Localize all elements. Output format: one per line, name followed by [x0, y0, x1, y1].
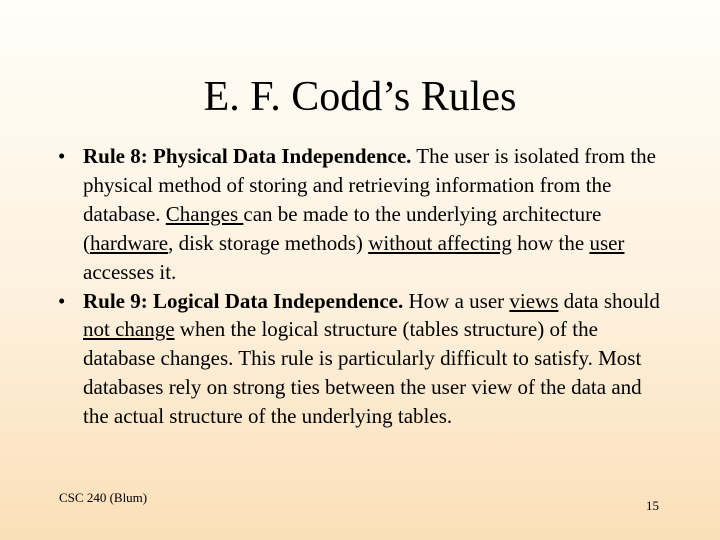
- rule-9-text-1: How a user: [403, 288, 510, 313]
- rule-8-text-3: , disk storage methods): [168, 230, 369, 255]
- rule-8-underline-user: user: [589, 230, 625, 255]
- rule-8-text-5: accesses it.: [83, 259, 177, 284]
- footer-course: CSC 240 (Blum): [59, 490, 148, 505]
- rule-8-text-2: can be made to the underlying architecture (: [83, 201, 602, 255]
- rule-8-item: [58, 142, 668, 287]
- bullet-icon: •: [58, 144, 66, 168]
- rule-8-heading: Rule 8: Physical Data Independence.: [83, 144, 412, 168]
- footer-page-number: 15: [646, 498, 659, 513]
- bullet-icon: •: [58, 288, 66, 313]
- rule-9-text-2: data should: [558, 288, 660, 313]
- rule-9-underline-not-change: not change: [83, 317, 175, 342]
- rule-9-underline-views: views: [509, 288, 559, 313]
- rule-9-item: [58, 287, 668, 432]
- rule-8-text-4: how the: [511, 230, 590, 255]
- rules-list: [58, 142, 668, 431]
- rule-8-underline-without-affecting: without affecting: [368, 230, 512, 255]
- rule-9-text-3: when the logical structure (tables structure) of the database changes. This rule is particularly difficult to satisfy. Most databases rely on strong ties between the user view of the data and the actual structure of the underlying tables.: [83, 317, 642, 429]
- slide-title: E. F. Codd’s Rules: [203, 74, 517, 120]
- rule-9-heading: Rule 9: Logical Data Independence.: [83, 288, 404, 313]
- rule-8-text-1: The user is isolated from the physical method of storing and retrieving information from the database.: [83, 144, 656, 226]
- rule-8-underline-changes: Changes: [165, 201, 244, 226]
- rule-8-underline-hardware: hardware: [90, 230, 169, 255]
